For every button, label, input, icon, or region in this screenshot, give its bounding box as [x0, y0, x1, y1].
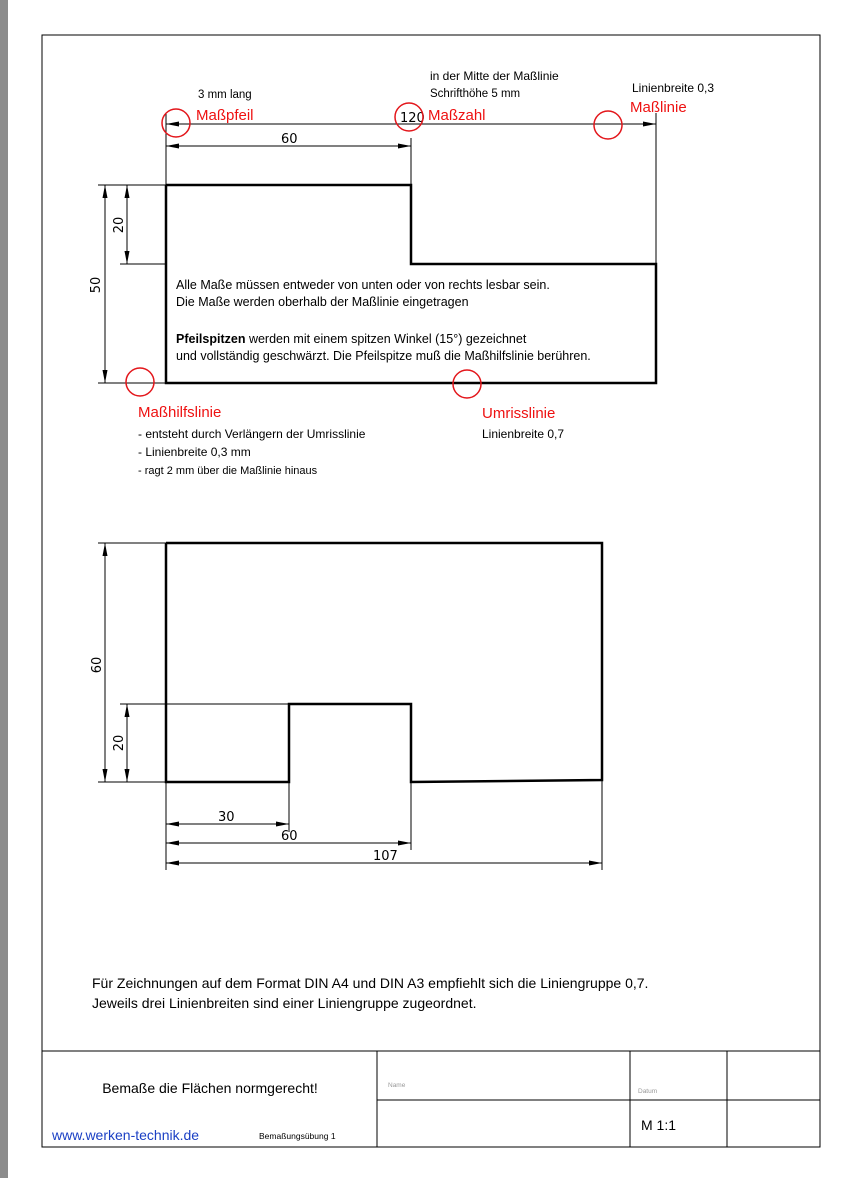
dimension-50: 50	[89, 276, 104, 294]
dimension-60: 60	[281, 132, 298, 147]
arrowhead	[166, 122, 179, 127]
arrowhead	[125, 251, 130, 264]
arrowhead	[103, 185, 108, 198]
diagram-1	[89, 69, 714, 477]
outline-note: Linienbreite 0,7	[482, 427, 565, 441]
diagram-2	[90, 543, 602, 870]
dimline-label: Maßlinie	[630, 99, 687, 116]
outline-label: Umrisslinie	[482, 405, 556, 422]
sheet-name: Bemaßungsübung 1	[259, 1131, 336, 1141]
dimension-120: 120	[400, 111, 425, 126]
arrowhead	[125, 704, 130, 717]
highlight-circle-extline	[126, 368, 154, 396]
highlight-circle-dimline	[594, 111, 622, 139]
dimension-20: 20	[112, 216, 127, 234]
dimline-note: Linienbreite 0,3	[632, 81, 715, 95]
outline-shape-2	[166, 543, 602, 782]
arrowhead	[103, 543, 108, 556]
arrow-note: 3 mm lang	[198, 89, 252, 101]
name-field-label: Name	[388, 1082, 406, 1089]
info-line-3	[176, 332, 527, 346]
footnote-line-1: Für Zeichnungen auf dem Format DIN A4 und DIN A3 empfiehlt sich die Liniengruppe 0,7.	[92, 975, 649, 991]
number-note-2: Schrifthöhe 5 mm	[430, 88, 521, 100]
dimension-20-vertical: 20	[112, 734, 127, 752]
arrowhead	[398, 841, 411, 846]
info-line-2: Die Maße werden oberhalb der Maßlinie eingetragen	[176, 295, 469, 309]
task-instruction: Bemaße die Flächen normgerecht!	[102, 1080, 318, 1096]
dimension-60-vertical: 60	[90, 656, 105, 674]
dimension-30: 30	[218, 810, 235, 825]
arrowhead	[103, 769, 108, 782]
arrowhead	[166, 861, 179, 866]
info-line-4: und vollständig geschwärzt. Die Pfeilspitze muß die Maßhilfslinie berühren.	[176, 349, 591, 363]
info-line-3-rest: werden mit einem spitzen Winkel (15°) gezeichnet	[245, 332, 527, 346]
info-bold: Pfeilspitzen	[176, 332, 246, 346]
dimension-60-horizontal: 60	[281, 829, 298, 844]
arrowhead	[166, 144, 179, 149]
extline-note-1: - entsteht durch Verlängern der Umrisslinie	[138, 427, 366, 441]
arrowhead	[125, 769, 130, 782]
footnote-line-2: Jeweils drei Linienbreiten sind einer Liniengruppe zugeordnet.	[92, 995, 477, 1011]
scale-value: M 1:1	[641, 1117, 677, 1133]
info-line-1: Alle Maße müssen entweder von unten oder von rechts lesbar sein.	[176, 278, 550, 292]
arrowhead	[103, 370, 108, 383]
arrowhead	[166, 841, 179, 846]
title-block	[42, 1051, 820, 1147]
number-note-1: in der Mitte der Maßlinie	[430, 69, 559, 83]
arrow-label: Maßpfeil	[196, 107, 254, 124]
arrowhead	[276, 822, 289, 827]
arrowhead	[643, 122, 656, 127]
arrowhead	[166, 822, 179, 827]
dimension-107: 107	[373, 849, 398, 864]
extline-note-2: - Linienbreite 0,3 mm	[138, 445, 251, 459]
arrowhead	[589, 861, 602, 866]
number-label: Maßzahl	[428, 107, 486, 124]
extline-note-3: - ragt 2 mm über die Maßlinie hinaus	[138, 465, 318, 477]
arrowhead	[125, 185, 130, 198]
arrowhead	[398, 144, 411, 149]
website-link[interactable]: www.werken-technik.de	[52, 1127, 200, 1143]
extline-label: Maßhilfslinie	[138, 404, 222, 421]
date-field-label: Datum	[638, 1088, 658, 1095]
